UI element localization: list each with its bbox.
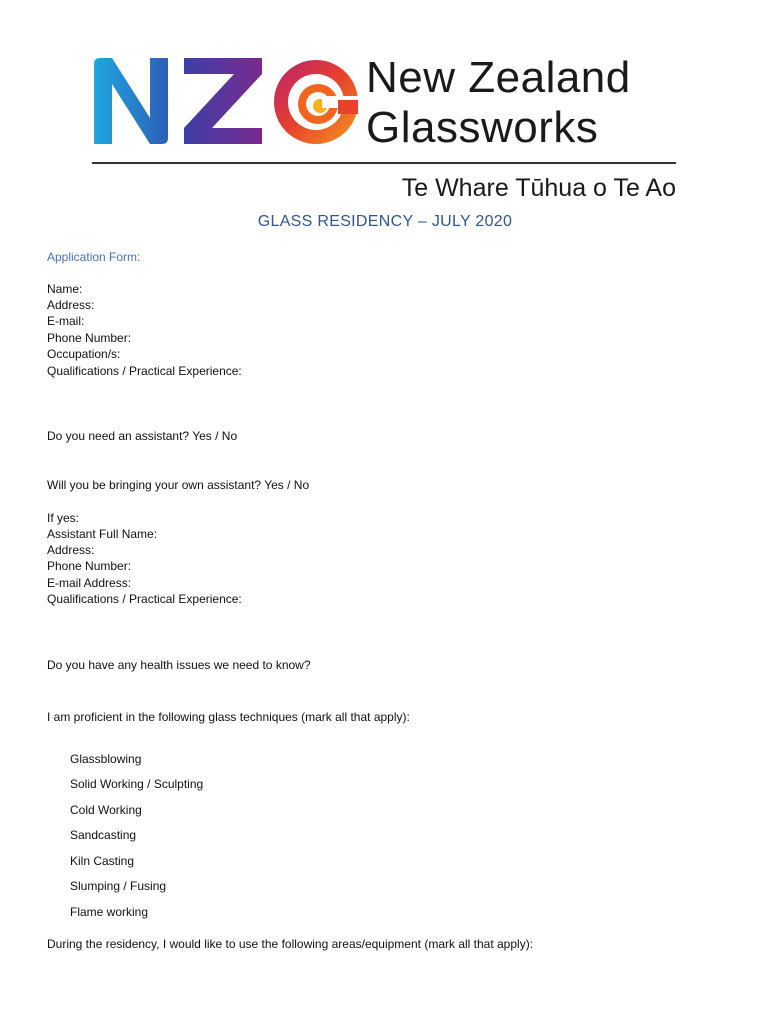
- brand-name: [366, 53, 631, 152]
- nzg-letters-logo: [92, 56, 362, 148]
- nzg-logo: [92, 53, 676, 206]
- technique-item[interactable]: Sandcasting: [70, 828, 137, 842]
- assistant-name-label: Assistant Full Name:: [47, 527, 158, 541]
- technique-item[interactable]: Cold Working: [70, 803, 142, 817]
- brand-line-2: Glassworks: [366, 103, 599, 152]
- assistant-qualifications-label: Qualifications / Practical Experience:: [47, 592, 242, 606]
- brand-divider: [92, 162, 676, 164]
- assistant-email-label: E-mail Address:: [47, 576, 132, 590]
- question-need-assistant: Do you need an assistant? Yes / No: [47, 429, 238, 443]
- field-phone-label: Phone Number:: [47, 331, 132, 345]
- field-qualifications-label: Qualifications / Practical Experience:: [47, 364, 242, 378]
- assistant-phone-label: Phone Number:: [47, 559, 132, 573]
- technique-item[interactable]: Glassblowing: [70, 752, 142, 766]
- assistant-if-yes-label: If yes:: [47, 511, 80, 525]
- form-subtitle: Application Form:: [47, 250, 141, 264]
- technique-item[interactable]: Solid Working / Sculpting: [70, 777, 204, 791]
- question-health: Do you have any health issues we need to know?: [47, 658, 311, 672]
- assistant-address-label: Address:: [47, 543, 95, 557]
- technique-item[interactable]: Kiln Casting: [70, 854, 135, 868]
- brand-line-1: New Zealand: [366, 53, 631, 102]
- page-title: GLASS RESIDENCY – JULY 2020: [257, 213, 513, 230]
- field-address-label: Address:: [47, 298, 95, 312]
- question-equipment: During the residency, I would like to use the following areas/equipment (mark all that apply):: [47, 937, 534, 951]
- technique-item[interactable]: Slumping / Fusing: [70, 879, 167, 893]
- question-techniques: I am proficient in the following glass techniques (mark all that apply):: [47, 710, 410, 724]
- field-name-label: Name:: [47, 282, 83, 296]
- brand-tagline: Te Whare Tūhua o Te Ao: [401, 174, 676, 202]
- field-occupation-label: Occupation/s:: [47, 347, 121, 361]
- field-email-label: E-mail:: [47, 314, 85, 328]
- technique-item[interactable]: Flame working: [70, 905, 149, 919]
- question-own-assistant: Will you be bringing your own assistant? Yes / No: [47, 478, 310, 492]
